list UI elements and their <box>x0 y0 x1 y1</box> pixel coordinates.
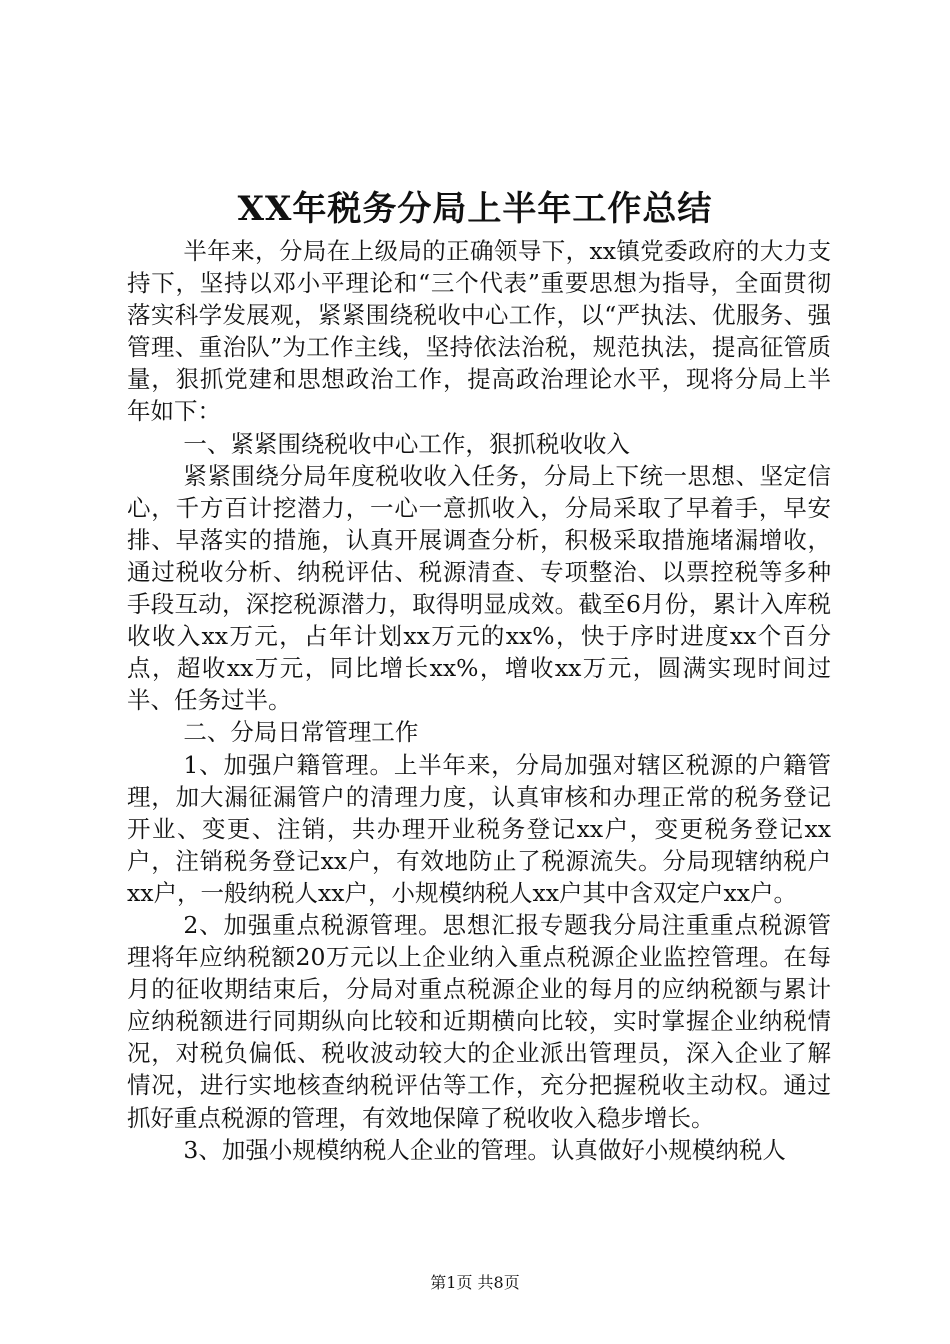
paragraph-intro: 半年来，分局在上级局的正确领导下，xx镇党委政府的大力支持下，坚持以邓小平理论和“三个代表”重要思想为指导，全面贯彻落实科学发展观，紧紧围绕税收中心工作，以“严执法、优服务、强管理、重治队”为工作主线，坚持依法治税，规范执法，提高征管质量，狠抓党建和思想政治工作，提高政治理论水平，现将分局上半年如下： <box>127 237 831 426</box>
paragraph-registration: 1、加强户籍管理。上半年来，分局加强对辖区税源的户籍管理，加大漏征漏管户的清理力度，认真审核和办理正常的税务登记开业、变更、注销，共办理开业税务登记xx户，变更税务登记xx户，注销税务登记xx户，有效地防止了税源流失。分局现辖纳税户xx户，一般纳税人xx户，小规模纳税人xx户其中含双定户xx户。 <box>127 750 831 907</box>
document-body <box>127 235 831 1166</box>
section-heading-1: 一、紧紧围绕税收中心工作，狠抓税收收入 <box>183 429 630 458</box>
page-footer: 第1页 共8页 <box>430 1273 520 1292</box>
paragraph-small-taxpayers: 3、加强小规模纳税人企业的管理。认真做好小规模纳税人 <box>183 1135 786 1164</box>
document-title: XX年税务分局上半年工作总结 <box>237 189 713 229</box>
section-heading-2: 二、分局日常管理工作 <box>183 718 419 747</box>
paragraph-tax-revenue: 紧紧围绕分局年度税收收入任务，分局上下统一思想、坚定信心，千方百计挖潜力，一心一意抓收入，分局采取了早着手，早安排、早落实的措施，认真开展调查分析，积极采取措施堵漏增收，通过税收分析、纳税评估、税源清查、专项整治、以票控税等多种手段互动，深挖税源潜力，取得明显成效。截至6月份，累计入库税收收入xx万元，占年计划xx万元的xx%，快于序时进度xx个百分点，超收xx万元，同比增长xx%，增收xx万元，圆满实现时间过半、任务过半。 <box>127 461 831 715</box>
paragraph-key-tax-sources: 2、加强重点税源管理。思想汇报专题我分局注重重点税源管理将年应纳税额20万元以上企业纳入重点税源企业监控管理。在每月的征收期结束后，分局对重点税源企业的每月的应纳税额与累计应纳税额进行同期纵向比较和近期横向比较，实时掌握企业纳税情况，对税负偏低、税收波动较大的企业派出管理员，深入企业了解情况，进行实地核查纳税评估等工作，充分把握税收主动权。通过抓好重点税源的管理，有效地保障了税收收入稳步增长。 <box>127 910 831 1132</box>
